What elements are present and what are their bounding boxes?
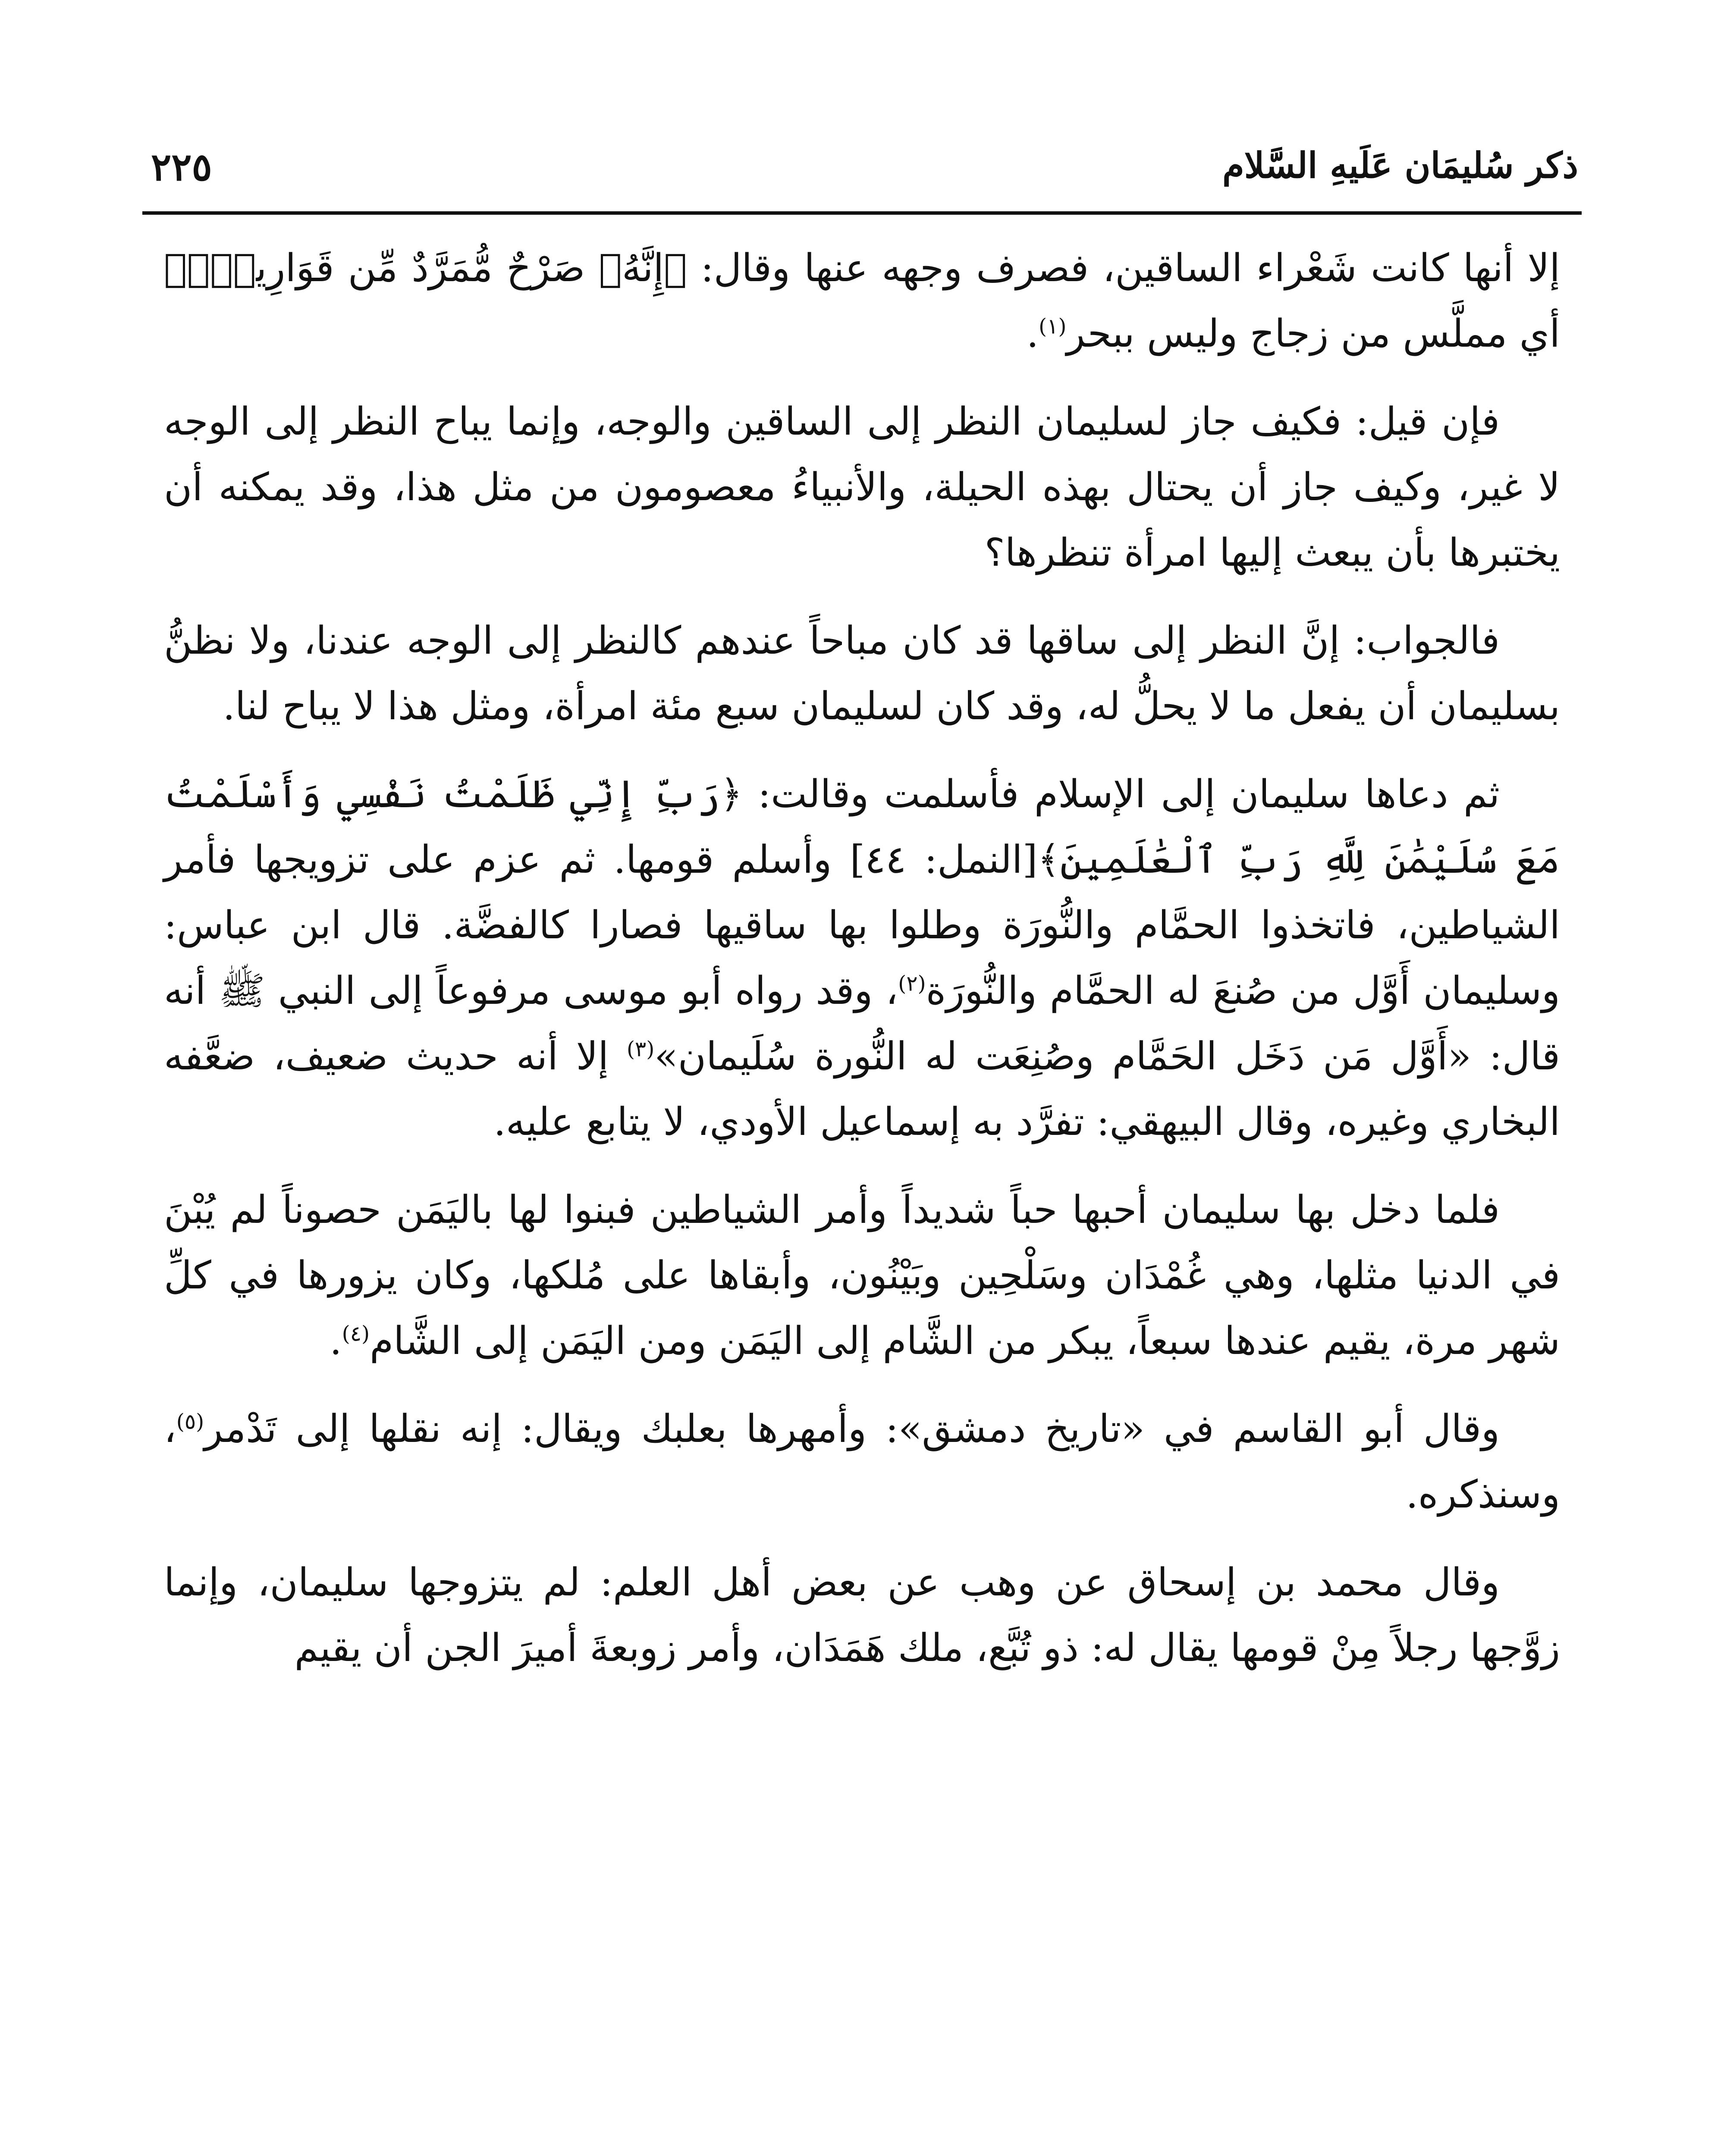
footnote-ref-1[interactable]: (١) <box>1039 314 1067 339</box>
running-title: ذكر سُليمَان عَلَيهِ السَّلام <box>1222 145 1578 186</box>
page-number: ٢٢٥ <box>151 144 212 189</box>
paragraph-5-text-a: فلما دخل بها سليمان أحبها حباً شديداً وأمر الشياطين فبنوا لها باليَمَن حصوناً لم يُبْنَ في الدنيا مثلها، وهي غُمْدَان وسَلْحِين وبَيْنُون، وأبقاها على مُلكها، وكان يزورها في كلِّ شهر مرة، يقيم عندها سبعاً، يبكر من الشَّام إلى اليَمَن ومن اليَمَن إلى الشَّام <box>164 1187 1560 1363</box>
paragraph-7 <box>164 1549 1560 1680</box>
footnote-ref-3[interactable]: (٣) <box>626 1037 655 1062</box>
paragraph-5 <box>164 1177 1560 1373</box>
paragraph-2-text: فإن قيل: فكيف جاز لسليمان النظر إلى الساقين والوجه، وإنما يباح النظر إلى الوجه لا غير، وكيف جاز أن يحتال بهذه الحيلة، والأنبياءُ معصومون من مثل هذا، وقد يمكنه أن يختبرها بأن يبعث إليها امرأة تنظرها؟ <box>164 399 1560 575</box>
paragraph-6-text-a: وقال أبو القاسم في «تاريخ دمشق»: وأمهرها بعلبك ويقال: إنه نقلها إلى تَدْمر <box>204 1406 1500 1451</box>
paragraph-4-text-d: إلا أنه حديث ضعيف، ضعَّفه البخاري وغيره، وقال البيهقي: تفرَّد به إسماعيل الأودي، لا يتابع عليه. <box>164 1034 1560 1144</box>
footnote-ref-5[interactable]: (٥) <box>176 1409 204 1434</box>
paragraph-6-text-b: ، وسنذكره. <box>164 1406 1560 1517</box>
paragraph-4-text-b: [النمل: ٤٤] وأسلم قومها. ثم عزم على تزويجها فأمر الشياطين، فاتخذوا الحمَّام والنُّورَة وطلوا بها ساقيها فصارا كالفضَّة. قال ابن عباس: وسليمان أَوَّل من صُنعَ له الحمَّام والنُّورَة <box>164 837 1560 1013</box>
paragraph-7-text: وقال محمد بن إسحاق عن وهب عن بعض أهل العلم: لم يتزوجها سليمان، وإنما زوَّجها رجلاً مِنْ قومها يقال له: ذو تُبَّع، ملك هَمَدَان، وأمر زوبعةَ أميرَ الجن أن يقيم <box>164 1560 1560 1670</box>
body-text <box>164 235 1560 1703</box>
paragraph-3 <box>164 608 1560 739</box>
paragraph-1-text-c: . <box>1026 311 1039 356</box>
paragraph-3-text: فالجواب: إنَّ النظر إلى ساقها قد كان مباحاً عندهم كالنظر إلى الوجه عندنا، ولا نظنُّ بسليمان أن يفعل ما لا يحلُّ له، وقد كان لسليمان سبع مئة امرأة، ومثل هذا لا يباح لنا. <box>164 618 1560 728</box>
quran-verse-2: ﴿رَبِّ إِنِّي ظَلَمْتُ نَفْسِي وَأَسْلَمْتُ مَعَ سُلَيْمَٰنَ لِلَّهِ رَبِّ ٱلْعَٰلَمِينَ﴾ <box>164 771 1560 882</box>
header-rule <box>142 211 1582 215</box>
paragraph-1-text-a: إلا أنها كانت شَعْراء الساقين، فصرف وجهه عنها وقال: <box>687 245 1560 290</box>
page-header <box>142 129 1582 220</box>
footnote-ref-4[interactable]: (٤) <box>342 1321 370 1346</box>
paragraph-4 <box>164 761 1560 1154</box>
paragraph-1-text-b: أي مملَّس من زجاج وليس ببحر <box>1066 311 1560 356</box>
paragraph-2 <box>164 389 1560 585</box>
paragraph-6 <box>164 1396 1560 1527</box>
footnote-ref-2[interactable]: (٢) <box>898 971 926 996</box>
paragraph-1 <box>164 235 1560 366</box>
quran-verse-1: ﴿إِنَّهُۥ صَرْحٌ مُّمَرَّدٌ مِّن قَوَارِيرَۗ﴾ <box>164 245 687 290</box>
paragraph-4-text-c: ، وقد رواه أبو موسى مرفوعاً إلى النبي ﷺ أنه قال: «أَوَّل مَن دَخَل الحَمَّام وصُنِعَت له النُّورة سُلَيمان» <box>164 968 1560 1078</box>
paragraph-5-text-b: . <box>330 1318 342 1363</box>
paragraph-4-text-a: ثم دعاها سليمان إلى الإسلام فأسلمت وقالت: <box>742 771 1500 816</box>
